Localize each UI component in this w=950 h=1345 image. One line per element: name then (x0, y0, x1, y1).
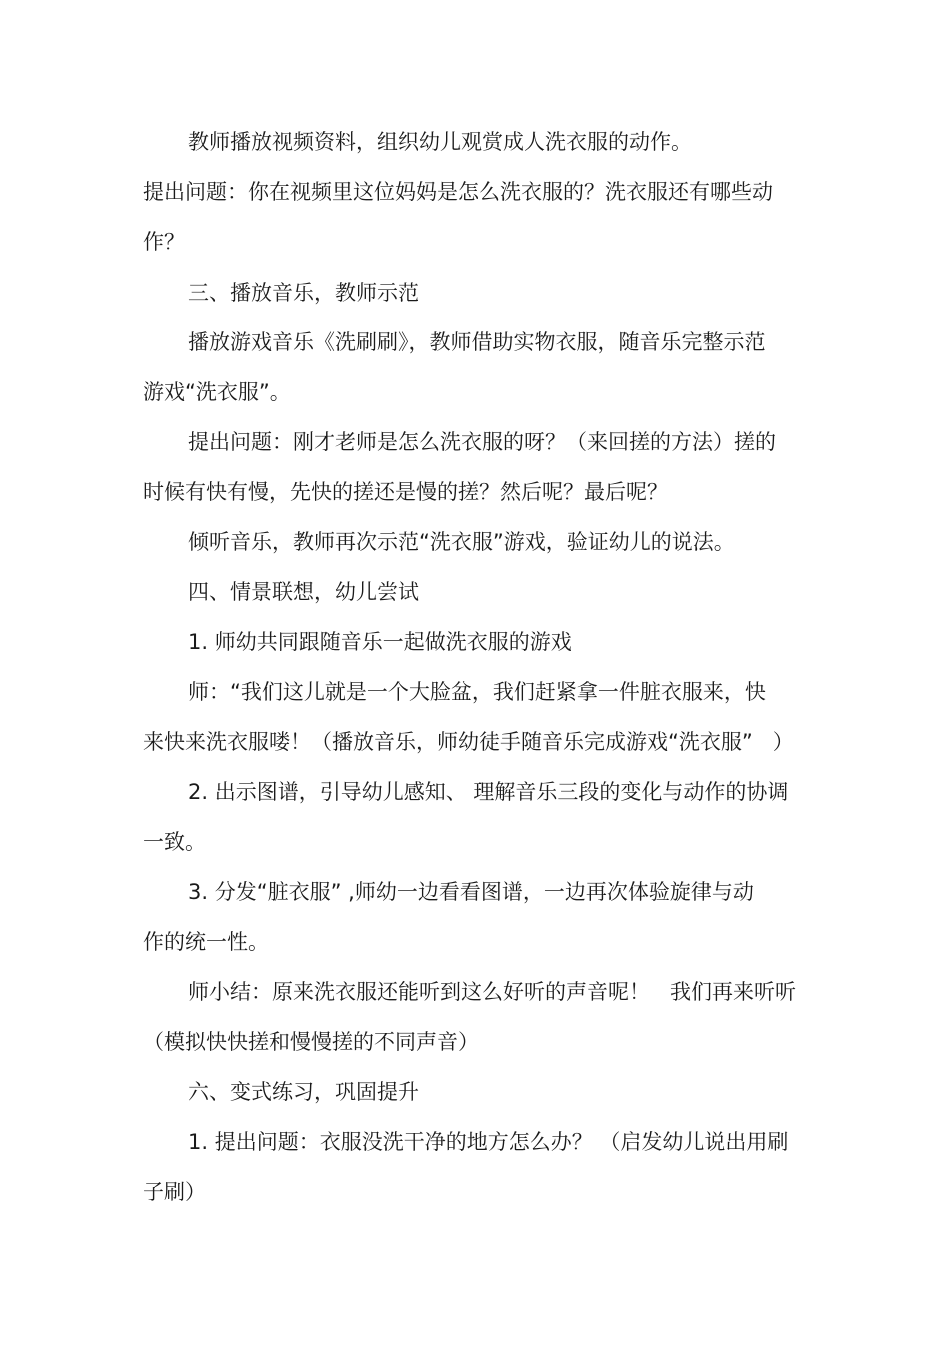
paragraph-line: （模拟快快搓和慢慢搓的不同声音） (143, 1030, 479, 1054)
paragraph-line: 一致。 (143, 830, 206, 854)
paragraph-line: 倾听音乐，教师再次示范“洗衣服”游戏，验证幼儿的说法。 (188, 530, 735, 554)
paragraph-line: 师：“我们这儿就是一个大脸盆，我们赶紧拿一件脏衣服来，快 (188, 680, 766, 704)
list-item: 1. 提出问题：衣服没洗干净的地方怎么办？ （启发幼儿说出用刷 (188, 1130, 789, 1154)
section-heading: 四、情景联想，幼儿尝试 (188, 580, 419, 604)
paragraph-line: 提出问题：刚才老师是怎么洗衣服的呀？（来回搓的方法）搓的 (188, 430, 776, 454)
paragraph-line: 子刷） (143, 1180, 206, 1204)
paragraph-line: 时候有快有慢，先快的搓还是慢的搓？然后呢？最后呢？ (143, 480, 668, 504)
paragraph-line: 作？ (143, 230, 185, 254)
paragraph-line: 作的统一性。 (143, 930, 269, 954)
list-item: 1. 师幼共同跟随音乐一起做洗衣服的游戏 (188, 630, 572, 654)
list-item: 2. 出示图谱，引导幼儿感知、 理解音乐三段的变化与动作的协调 (188, 780, 789, 804)
paragraph-line: 游戏“洗衣服”。 (143, 380, 291, 404)
paragraph-line: 教师播放视频资料，组织幼儿观赏成人洗衣服的动作。 (188, 130, 692, 154)
paragraph-line: 来快来洗衣服喽！（播放音乐，师幼徒手随音乐完成游戏“洗衣服” ） (143, 730, 794, 754)
section-heading: 六、变式练习，巩固提升 (188, 1080, 419, 1104)
paragraph-line: 播放游戏音乐《洗刷刷》，教师借助实物衣服，随音乐完整示范 (188, 330, 766, 354)
paragraph-line: 提出问题：你在视频里这位妈妈是怎么洗衣服的？洗衣服还有哪些动 (143, 180, 773, 204)
list-item: 3. 分发“脏衣服” ,师幼一边看看图谱，一边再次体验旋律与动 (188, 880, 754, 904)
paragraph-line: 师小结：原来洗衣服还能听到这么好听的声音呢！ 我们再来听听 (188, 980, 797, 1004)
section-heading: 三、播放音乐，教师示范 (188, 281, 419, 305)
